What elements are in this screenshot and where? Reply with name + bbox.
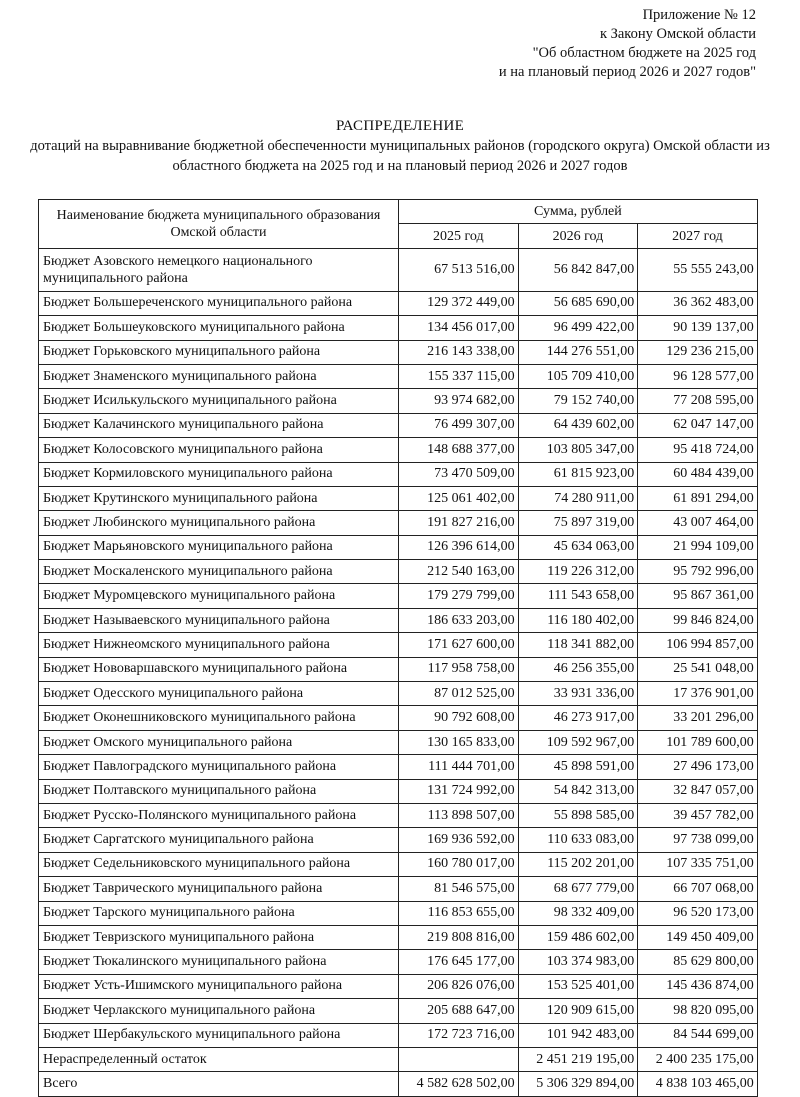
row-name: Бюджет Тевризского муниципального района [39, 925, 399, 949]
row-value-2025: 176 645 177,00 [399, 950, 519, 974]
row-name: Бюджет Калачинского муниципального района [39, 413, 399, 437]
document-heading [0, 116, 800, 176]
row-value-2025: 155 337 115,00 [399, 364, 519, 388]
column-header-2025: 2025 год [399, 224, 519, 248]
row-name: Бюджет Павлоградского муниципального района [39, 755, 399, 779]
table-row [39, 438, 758, 462]
row-value-2026: 55 898 585,00 [518, 803, 638, 827]
table-row [39, 1047, 758, 1071]
row-name: Бюджет Кормиловского муниципального района [39, 462, 399, 486]
row-value-2025: 186 633 203,00 [399, 608, 519, 632]
row-value-2025: 179 279 799,00 [399, 584, 519, 608]
row-value-2026: 46 273 917,00 [518, 706, 638, 730]
row-name: Бюджет Оконешниковского муниципального района [39, 706, 399, 730]
row-value-2025: 216 143 338,00 [399, 340, 519, 364]
row-value-2027: 60 484 439,00 [638, 462, 758, 486]
row-name: Бюджет Омского муниципального района [39, 730, 399, 754]
table-row [39, 316, 758, 340]
row-value-2025 [399, 1047, 519, 1071]
row-value-2026: 75 897 319,00 [518, 511, 638, 535]
row-value-2027: 21 994 109,00 [638, 535, 758, 559]
row-value-2026: 61 815 923,00 [518, 462, 638, 486]
row-name: Бюджет Знаменского муниципального района [39, 364, 399, 388]
row-value-2025: 113 898 507,00 [399, 803, 519, 827]
row-name: Бюджет Одесского муниципального района [39, 682, 399, 706]
row-value-2025: 126 396 614,00 [399, 535, 519, 559]
row-name: Бюджет Усть-Ишимского муниципального района [39, 974, 399, 998]
row-name: Бюджет Колосовского муниципального района [39, 438, 399, 462]
table-row [39, 340, 758, 364]
row-name: Бюджет Саргатского муниципального района [39, 828, 399, 852]
table-row [39, 535, 758, 559]
row-value-2026: 103 805 347,00 [518, 438, 638, 462]
row-value-2026: 79 152 740,00 [518, 389, 638, 413]
row-value-2027: 95 867 361,00 [638, 584, 758, 608]
row-value-2026: 110 633 083,00 [518, 828, 638, 852]
annex-number: Приложение № 12 [642, 7, 756, 23]
row-value-2026: 98 332 409,00 [518, 901, 638, 925]
row-name: Бюджет Нижнеомского муниципального района [39, 633, 399, 657]
row-value-2026: 46 256 355,00 [518, 657, 638, 681]
row-value-2027: 145 436 874,00 [638, 974, 758, 998]
table-row [39, 291, 758, 315]
row-value-2027: 96 520 173,00 [638, 901, 758, 925]
row-value-2027: 27 496 173,00 [638, 755, 758, 779]
subsidy-table [38, 199, 758, 1097]
row-value-2027: 95 418 724,00 [638, 438, 758, 462]
row-value-2026: 111 543 658,00 [518, 584, 638, 608]
row-value-2026: 109 592 967,00 [518, 730, 638, 754]
row-value-2027: 95 792 996,00 [638, 560, 758, 584]
row-name: Бюджет Горьковского муниципального района [39, 340, 399, 364]
row-value-2027: 39 457 782,00 [638, 803, 758, 827]
row-value-2027: 17 376 901,00 [638, 682, 758, 706]
row-value-2027: 98 820 095,00 [638, 999, 758, 1023]
row-name: Бюджет Шербакульского муниципального района [39, 1023, 399, 1047]
annex-law: к Закону Омской области [599, 26, 756, 42]
annex-block [456, 6, 756, 82]
row-value-2025: 212 540 163,00 [399, 560, 519, 584]
row-value-2027: 43 007 464,00 [638, 511, 758, 535]
column-header-2027: 2027 год [638, 224, 758, 248]
row-value-2027: 77 208 595,00 [638, 389, 758, 413]
row-value-2027: 4 838 103 465,00 [638, 1072, 758, 1096]
row-value-2026: 33 931 336,00 [518, 682, 638, 706]
row-name: Бюджет Москаленского муниципального района [39, 560, 399, 584]
row-value-2026: 119 226 312,00 [518, 560, 638, 584]
row-value-2025: 169 936 592,00 [399, 828, 519, 852]
row-value-2025: 90 792 608,00 [399, 706, 519, 730]
row-value-2027: 107 335 751,00 [638, 852, 758, 876]
row-value-2025: 191 827 216,00 [399, 511, 519, 535]
row-name: Бюджет Крутинского муниципального района [39, 486, 399, 510]
row-value-2026: 5 306 329 894,00 [518, 1072, 638, 1096]
column-header-2026: 2026 год [518, 224, 638, 248]
document-title: РАСПРЕДЕЛЕНИЕ [335, 118, 465, 134]
row-value-2026: 45 898 591,00 [518, 755, 638, 779]
row-value-2025: 111 444 701,00 [399, 755, 519, 779]
row-value-2025: 67 513 516,00 [399, 248, 519, 291]
row-value-2025: 93 974 682,00 [399, 389, 519, 413]
row-name: Бюджет Муромцевского муниципального района [39, 584, 399, 608]
row-value-2025: 205 688 647,00 [399, 999, 519, 1023]
table-row [39, 755, 758, 779]
table-row [39, 657, 758, 681]
table-row [39, 248, 758, 291]
row-value-2025: 219 808 816,00 [399, 925, 519, 949]
row-value-2025: 117 958 758,00 [399, 657, 519, 681]
row-value-2027: 36 362 483,00 [638, 291, 758, 315]
table-row [39, 682, 758, 706]
row-value-2026: 103 374 983,00 [518, 950, 638, 974]
row-value-2025: 76 499 307,00 [399, 413, 519, 437]
table-row [39, 389, 758, 413]
row-value-2026: 68 677 779,00 [518, 877, 638, 901]
table-row [39, 1023, 758, 1047]
row-value-2026: 144 276 551,00 [518, 340, 638, 364]
annex-law-title: "Об областном бюджете на 2025 год [532, 45, 756, 61]
row-name: Бюджет Большереченского муниципального района [39, 291, 399, 315]
row-value-2026: 2 451 219 195,00 [518, 1047, 638, 1071]
row-value-2025: 206 826 076,00 [399, 974, 519, 998]
row-value-2027: 32 847 057,00 [638, 779, 758, 803]
table-row [39, 925, 758, 949]
table-row [39, 413, 758, 437]
row-value-2026: 74 280 911,00 [518, 486, 638, 510]
row-value-2026: 115 202 201,00 [518, 852, 638, 876]
table-row [39, 901, 758, 925]
table-row [39, 877, 758, 901]
row-name: Бюджет Русско-Полянского муниципального района [39, 803, 399, 827]
document-subtitle: дотаций на выравнивание бюджетной обеспеченности муниципальных районов (городского округа) Омской области из областного бюджета на 2025 год и на плановый период 2026 и 2027 годов [30, 138, 770, 174]
table-row [39, 852, 758, 876]
row-value-2025: 81 546 575,00 [399, 877, 519, 901]
row-value-2026: 101 942 483,00 [518, 1023, 638, 1047]
row-name: Бюджет Тарского муниципального района [39, 901, 399, 925]
row-value-2026: 153 525 401,00 [518, 974, 638, 998]
row-name: Бюджет Седельниковского муниципального района [39, 852, 399, 876]
row-value-2027: 97 738 099,00 [638, 828, 758, 852]
column-header-name: Наименование бюджета муниципального образования Омской области [39, 200, 399, 249]
row-value-2027: 61 891 294,00 [638, 486, 758, 510]
row-value-2026: 96 499 422,00 [518, 316, 638, 340]
row-name: Бюджет Черлакского муниципального района [39, 999, 399, 1023]
row-name: Бюджет Азовского немецкого национального муниципального района [39, 248, 399, 291]
table-row [39, 584, 758, 608]
row-value-2027: 149 450 409,00 [638, 925, 758, 949]
table-row [39, 511, 758, 535]
row-value-2025: 131 724 992,00 [399, 779, 519, 803]
row-value-2027: 2 400 235 175,00 [638, 1047, 758, 1071]
row-value-2026: 118 341 882,00 [518, 633, 638, 657]
row-value-2027: 101 789 600,00 [638, 730, 758, 754]
table-row [39, 779, 758, 803]
row-name: Бюджет Любинского муниципального района [39, 511, 399, 535]
row-value-2027: 33 201 296,00 [638, 706, 758, 730]
row-value-2027: 25 541 048,00 [638, 657, 758, 681]
row-value-2026: 45 634 063,00 [518, 535, 638, 559]
row-value-2026: 159 486 602,00 [518, 925, 638, 949]
table-row [39, 560, 758, 584]
row-value-2026: 120 909 615,00 [518, 999, 638, 1023]
row-value-2025: 134 456 017,00 [399, 316, 519, 340]
row-value-2027: 66 707 068,00 [638, 877, 758, 901]
row-value-2025: 116 853 655,00 [399, 901, 519, 925]
row-value-2027: 85 629 800,00 [638, 950, 758, 974]
row-name: Всего [39, 1072, 399, 1096]
row-value-2027: 96 128 577,00 [638, 364, 758, 388]
table-row [39, 950, 758, 974]
row-value-2026: 54 842 313,00 [518, 779, 638, 803]
row-value-2027: 55 555 243,00 [638, 248, 758, 291]
row-value-2026: 56 685 690,00 [518, 291, 638, 315]
row-value-2025: 171 627 600,00 [399, 633, 519, 657]
table-row [39, 462, 758, 486]
row-value-2025: 130 165 833,00 [399, 730, 519, 754]
row-name: Бюджет Марьяновского муниципального района [39, 535, 399, 559]
table-row [39, 608, 758, 632]
row-value-2027: 129 236 215,00 [638, 340, 758, 364]
table-row [39, 974, 758, 998]
row-value-2025: 129 372 449,00 [399, 291, 519, 315]
row-value-2025: 4 582 628 502,00 [399, 1072, 519, 1096]
table-row [39, 706, 758, 730]
row-value-2027: 84 544 699,00 [638, 1023, 758, 1047]
row-value-2025: 172 723 716,00 [399, 1023, 519, 1047]
table-row [39, 364, 758, 388]
row-name: Бюджет Полтавского муниципального района [39, 779, 399, 803]
row-name: Нераспределенный остаток [39, 1047, 399, 1071]
row-value-2027: 90 139 137,00 [638, 316, 758, 340]
table-row [39, 486, 758, 510]
row-value-2027: 99 846 824,00 [638, 608, 758, 632]
row-name: Бюджет Исилькульского муниципального района [39, 389, 399, 413]
table-row [39, 633, 758, 657]
row-name: Бюджет Тюкалинского муниципального района [39, 950, 399, 974]
row-value-2025: 160 780 017,00 [399, 852, 519, 876]
table-row [39, 803, 758, 827]
row-value-2027: 106 994 857,00 [638, 633, 758, 657]
column-header-sum: Сумма, рублей [399, 200, 758, 224]
row-value-2027: 62 047 147,00 [638, 413, 758, 437]
table-body [39, 248, 758, 1096]
table-row [39, 730, 758, 754]
annex-law-period: и на плановый период 2026 и 2027 годов" [498, 64, 756, 80]
row-value-2026: 64 439 602,00 [518, 413, 638, 437]
row-value-2025: 125 061 402,00 [399, 486, 519, 510]
table-row [39, 1072, 758, 1096]
row-value-2026: 105 709 410,00 [518, 364, 638, 388]
row-name: Бюджет Большеуковского муниципального района [39, 316, 399, 340]
row-value-2025: 148 688 377,00 [399, 438, 519, 462]
row-name: Бюджет Называевского муниципального района [39, 608, 399, 632]
row-name: Бюджет Нововаршавского муниципального района [39, 657, 399, 681]
row-value-2026: 116 180 402,00 [518, 608, 638, 632]
row-value-2025: 87 012 525,00 [399, 682, 519, 706]
table-row [39, 828, 758, 852]
row-value-2026: 56 842 847,00 [518, 248, 638, 291]
row-value-2025: 73 470 509,00 [399, 462, 519, 486]
row-name: Бюджет Таврического муниципального района [39, 877, 399, 901]
table-row [39, 999, 758, 1023]
header-row [39, 200, 758, 224]
